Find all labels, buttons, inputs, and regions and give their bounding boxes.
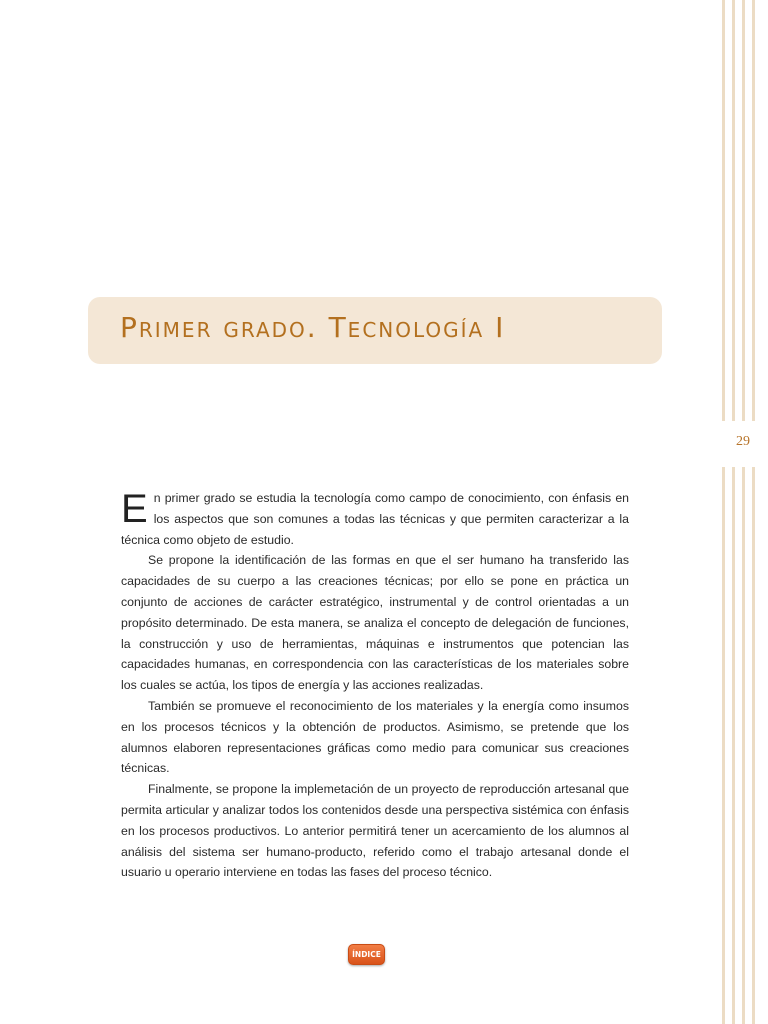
index-button[interactable]: ÍNDICE — [348, 944, 385, 965]
page-title: Primer grado. Tecnología I — [120, 311, 506, 344]
page-number: 29 — [736, 434, 750, 449]
paragraph-text: n primer grado se estudia la tecnología como campo de conocimiento, con énfasis en los aspectos que son comunes a todas las técnicas y que permiten caracterizar a la técnica como objeto de estudio. — [121, 491, 629, 547]
stripe — [752, 0, 755, 1024]
paragraph: Se propone la identificación de las formas en que el ser humano ha transferido las capacidades de su cuerpo a las creaciones técnicas; por ello se pone en práctica un conjunto de acciones de carácter estratégico, instrumental y de control orientadas a un propósito determinado. De esta manera, se analiza el concepto de delegación de funciones, la construcción y uso de herramientas, máquinas e instrumentos que potencian las capacidades humanas, en correspondencia con las características de los materiales sobre los cuales se actúa, los tipos de energía y las acciones realizadas. — [121, 553, 629, 693]
title-banner — [88, 297, 662, 364]
stripe — [722, 0, 725, 1024]
paragraph — [121, 488, 629, 550]
drop-cap: E — [121, 487, 148, 531]
stripe — [742, 0, 745, 1024]
paragraph: También se promueve el reconocimiento de los materiales y la energía como insumos en los procesos técnicos y la obtención de productos. Asimismo, se pretende que los alumnos elaboren representaciones gráficas como medio para comunicar sus creaciones técnicas. — [121, 698, 629, 776]
paragraph: Finalmente, se propone la implemetación de un proyecto de reproducción artesanal que permita articular y analizar todos los contenidos desde una perspectiva sistémica con énfasis en los procesos productivos. Lo anterior permitirá tener un acercamiento de los alumnos al análisis del sistema ser humano-producto, referido como el trabajo artesanal donde el usuario u operario interviene en todas las fases del proceso técnico. — [121, 782, 629, 880]
body-text — [121, 488, 629, 883]
decorative-stripes — [722, 0, 756, 1024]
stripe — [732, 0, 735, 1024]
